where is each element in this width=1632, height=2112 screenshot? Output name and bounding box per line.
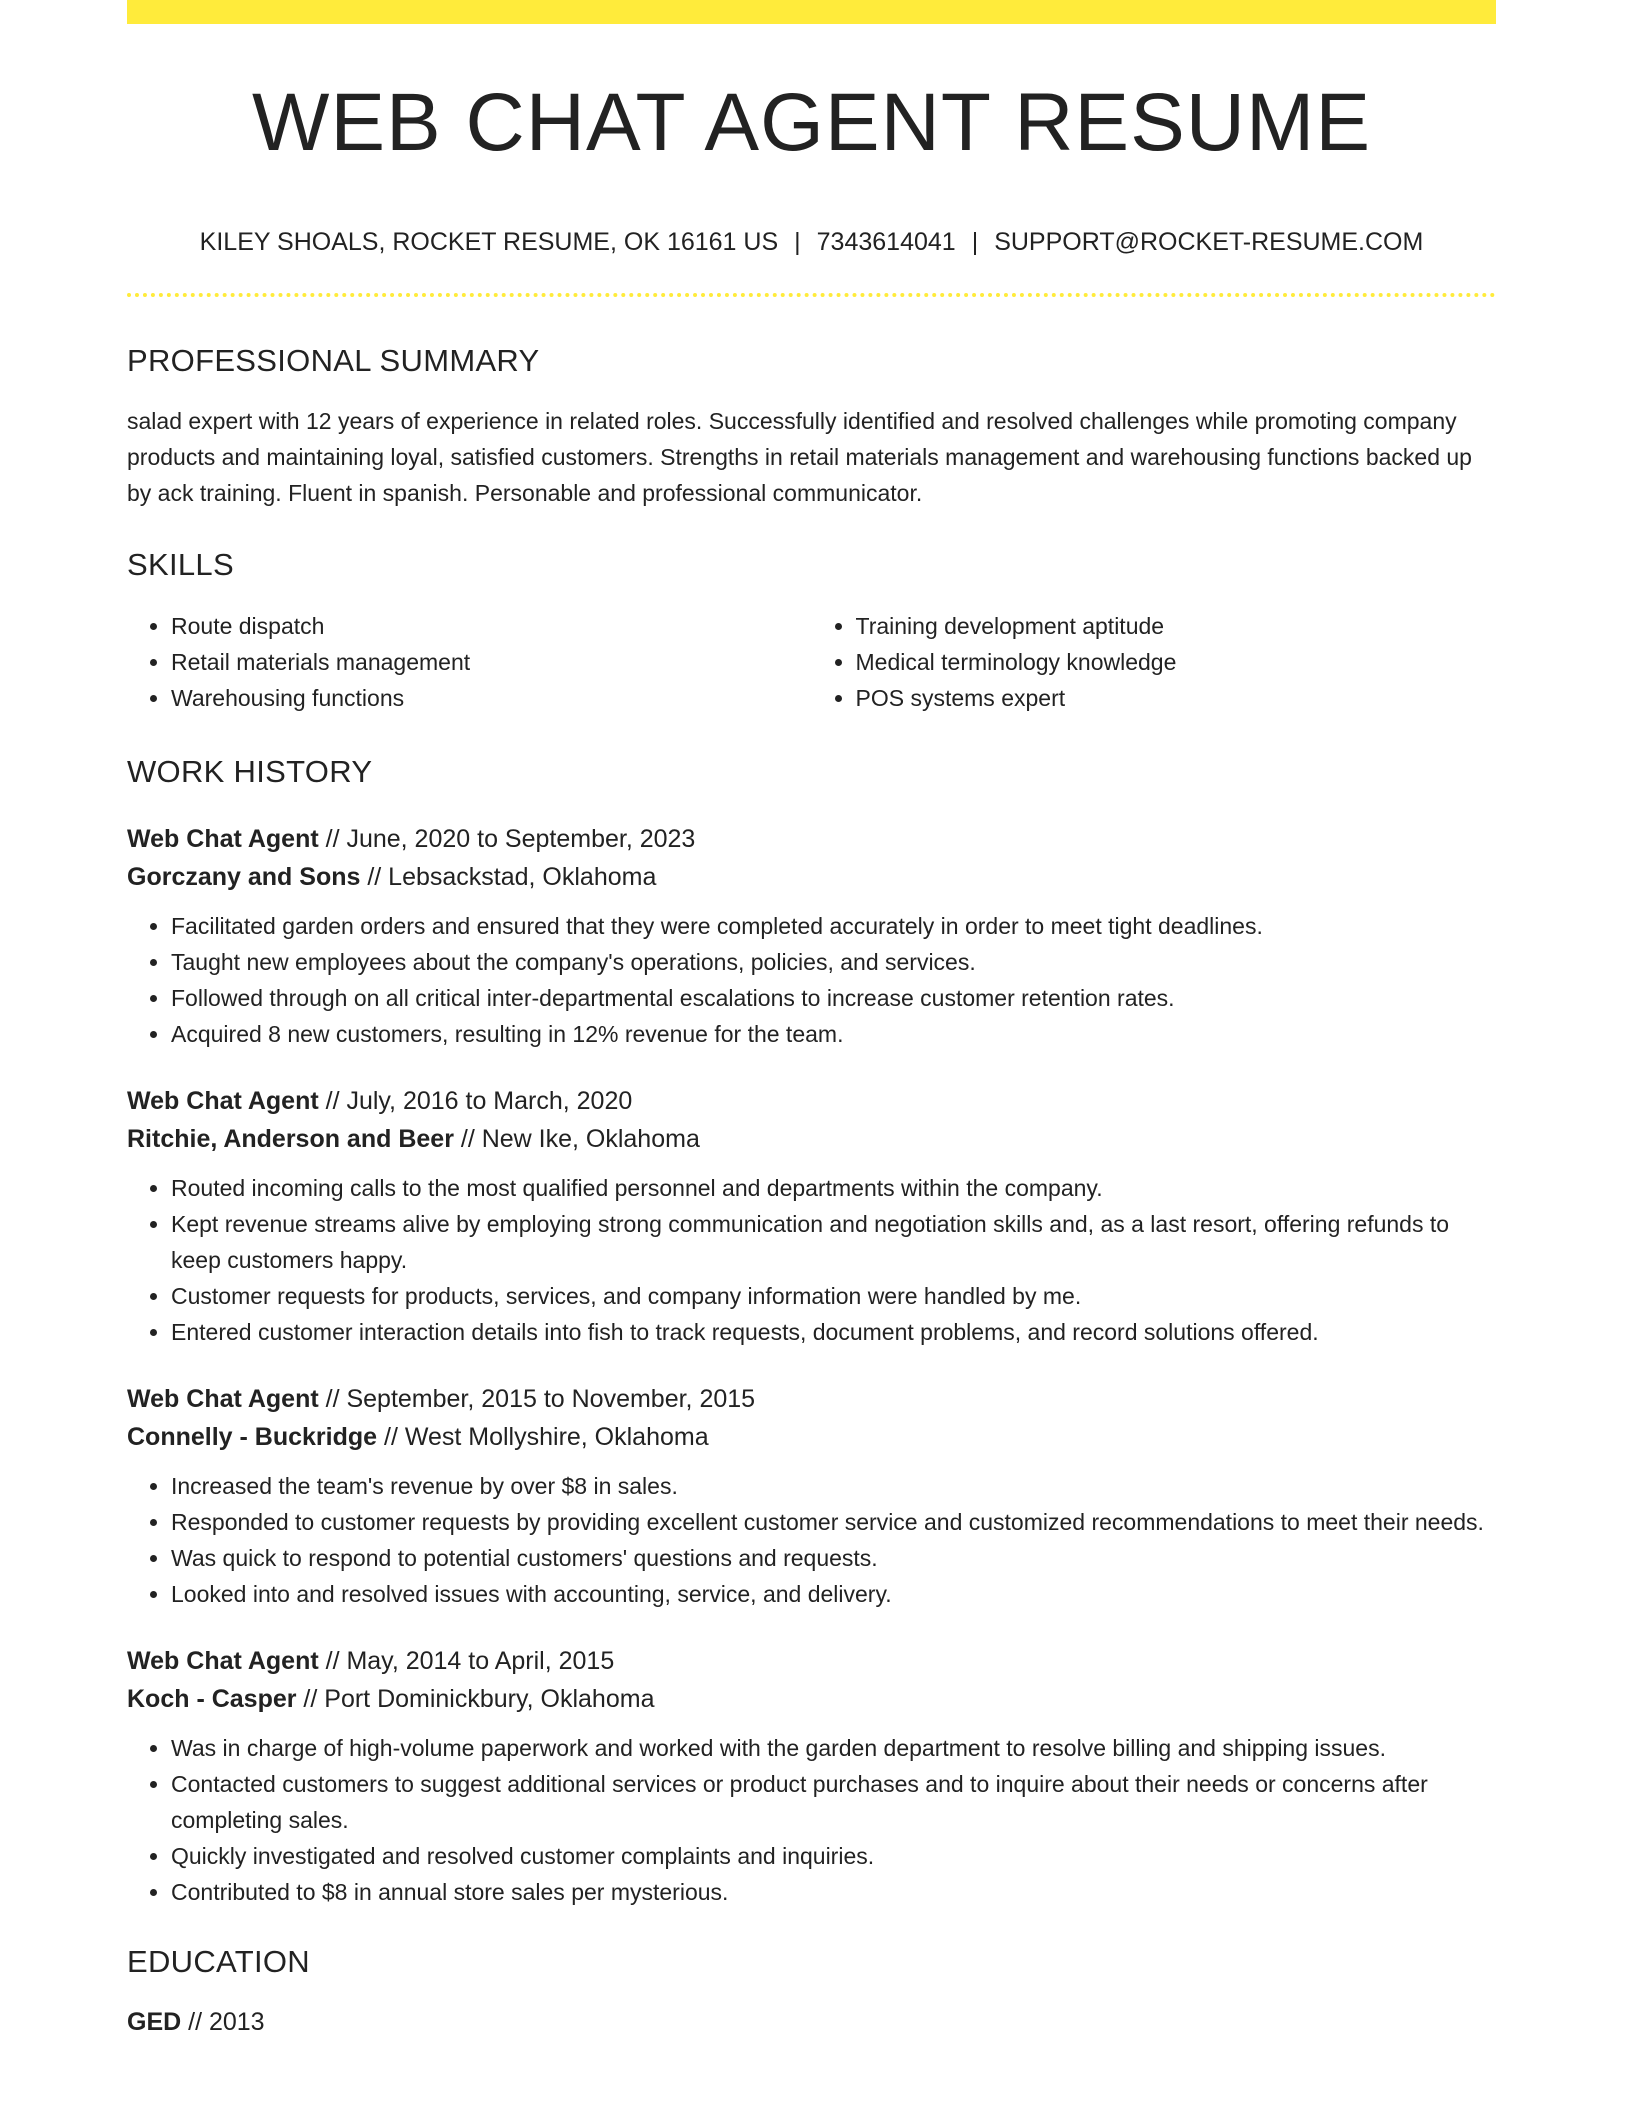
skill-item: • Route dispatch bbox=[171, 608, 812, 644]
job-bullet: • Entered customer interaction details into fish to track requests, document problems, and record solutions offered. bbox=[171, 1314, 1496, 1350]
job-dates: // June, 2020 to September, 2023 bbox=[318, 825, 696, 853]
job-location: // West Mollyshire, Oklahoma bbox=[377, 1423, 709, 1451]
job-title-line bbox=[127, 1082, 1496, 1120]
job-bullet: • Followed through on all critical inter-departmental escalations to increase customer retention rates. bbox=[171, 980, 1496, 1016]
skill-item: • Medical terminology knowledge bbox=[856, 644, 1497, 680]
job-title: Web Chat Agent bbox=[127, 825, 319, 853]
skills-column-right bbox=[812, 608, 1497, 716]
skill-item: • Training development aptitude bbox=[856, 608, 1497, 644]
contact-separator: | bbox=[971, 228, 979, 256]
job-bullets bbox=[127, 908, 1496, 1052]
contact-address: KILEY SHOALS, ROCKET RESUME, OK 16161 US bbox=[199, 228, 779, 256]
job-company-line bbox=[127, 858, 1496, 896]
job-dates: // September, 2015 to November, 2015 bbox=[318, 1385, 756, 1413]
education-degree: GED bbox=[127, 2008, 182, 2036]
job-bullets bbox=[127, 1170, 1496, 1350]
job-company: Gorczany and Sons bbox=[127, 863, 361, 891]
job-entry bbox=[127, 1380, 1496, 1612]
skills-heading: SKILLS bbox=[127, 547, 234, 582]
skills-list bbox=[127, 608, 1496, 716]
education-entry bbox=[127, 2003, 1496, 2041]
job-entry bbox=[127, 1642, 1496, 1910]
skill-item: • Warehousing functions bbox=[171, 680, 812, 716]
job-bullet: • Acquired 8 new customers, resulting in 12% revenue for the team. bbox=[171, 1016, 1496, 1052]
contact-separator: | bbox=[794, 228, 801, 256]
education-heading: EDUCATION bbox=[127, 1944, 310, 1979]
job-entry bbox=[127, 820, 1496, 1052]
job-company: Ritchie, Anderson and Beer bbox=[127, 1125, 454, 1153]
job-location: // Port Dominickbury, Oklahoma bbox=[296, 1685, 655, 1713]
work-history-heading: WORK HISTORY bbox=[127, 754, 373, 789]
job-title: Web Chat Agent bbox=[127, 1647, 319, 1675]
job-title: Web Chat Agent bbox=[127, 1385, 319, 1413]
job-bullet: • Routed incoming calls to the most qualified personnel and departments within the company. bbox=[171, 1170, 1496, 1206]
job-bullet: • Responded to customer requests by providing excellent customer service and customized recommendations to meet their needs. bbox=[171, 1504, 1496, 1540]
job-company: Connelly - Buckridge bbox=[127, 1423, 378, 1451]
job-company: Koch - Casper bbox=[127, 1685, 297, 1713]
resume-page bbox=[127, 0, 1496, 2041]
job-dates: // May, 2014 to April, 2015 bbox=[318, 1647, 615, 1675]
job-bullet: • Contributed to $8 in annual store sales per mysterious. bbox=[171, 1874, 1496, 1910]
job-bullet: • Facilitated garden orders and ensured that they were completed accurately in order to meet tight deadlines. bbox=[171, 908, 1496, 944]
job-bullets bbox=[127, 1468, 1496, 1612]
dotted-divider bbox=[127, 293, 1496, 297]
summary-heading: PROFESSIONAL SUMMARY bbox=[127, 343, 540, 378]
job-entry bbox=[127, 1082, 1496, 1350]
job-location: // Lebsackstad, Oklahoma bbox=[360, 863, 657, 891]
job-bullet: • Looked into and resolved issues with accounting, service, and delivery. bbox=[171, 1576, 1496, 1612]
job-company-line bbox=[127, 1418, 1496, 1456]
job-company-line bbox=[127, 1120, 1496, 1158]
summary-text: salad expert with 12 years of experience in related roles. Successfully identified and resolved challenges while promoting company products and maintaining loyal, satisfied customers. Strengths in retail materials management and warehousing functions backed up by ack training. Fluent in spanish. Personable and professional communicator. bbox=[127, 408, 1472, 506]
job-title-line bbox=[127, 1642, 1496, 1680]
job-title: Web Chat Agent bbox=[127, 1087, 319, 1115]
contact-phone[interactable]: 7343614041 bbox=[816, 228, 956, 256]
job-bullet: • Customer requests for products, services, and company information were handled by me. bbox=[171, 1278, 1496, 1314]
job-bullet: • Increased the team's revenue by over $8 in sales. bbox=[171, 1468, 1496, 1504]
job-bullet: • Taught new employees about the company's operations, policies, and services. bbox=[171, 944, 1496, 980]
job-title-line bbox=[127, 1380, 1496, 1418]
accent-bar bbox=[127, 0, 1496, 24]
skills-column-left bbox=[127, 608, 812, 716]
job-bullet: • Contacted customers to suggest additional services or product purchases and to inquire about their needs or concerns after completing sales. bbox=[171, 1766, 1496, 1838]
job-bullets bbox=[127, 1730, 1496, 1910]
job-location: // New Ike, Oklahoma bbox=[453, 1125, 700, 1153]
contact-line bbox=[127, 230, 1496, 255]
job-bullet: • Quickly investigated and resolved customer complaints and inquiries. bbox=[171, 1838, 1496, 1874]
skill-item: • POS systems expert bbox=[856, 680, 1497, 716]
page-title: WEB CHAT AGENT RESUME bbox=[251, 77, 1372, 168]
job-bullet: • Was quick to respond to potential customers' questions and requests. bbox=[171, 1540, 1496, 1576]
contact-email[interactable]: SUPPORT@ROCKET-RESUME.COM bbox=[994, 228, 1424, 256]
job-bullet: • Kept revenue streams alive by employing strong communication and negotiation skills and, as a last resort, offering refunds to keep customers happy. bbox=[171, 1206, 1496, 1278]
skill-item: • Retail materials management bbox=[171, 644, 812, 680]
job-company-line bbox=[127, 1680, 1496, 1718]
job-dates: // July, 2016 to March, 2020 bbox=[318, 1087, 633, 1115]
job-title-line bbox=[127, 820, 1496, 858]
education-year: // 2013 bbox=[181, 2008, 265, 2036]
job-bullet: • Was in charge of high-volume paperwork and worked with the garden department to resolve billing and shipping issues. bbox=[171, 1730, 1496, 1766]
